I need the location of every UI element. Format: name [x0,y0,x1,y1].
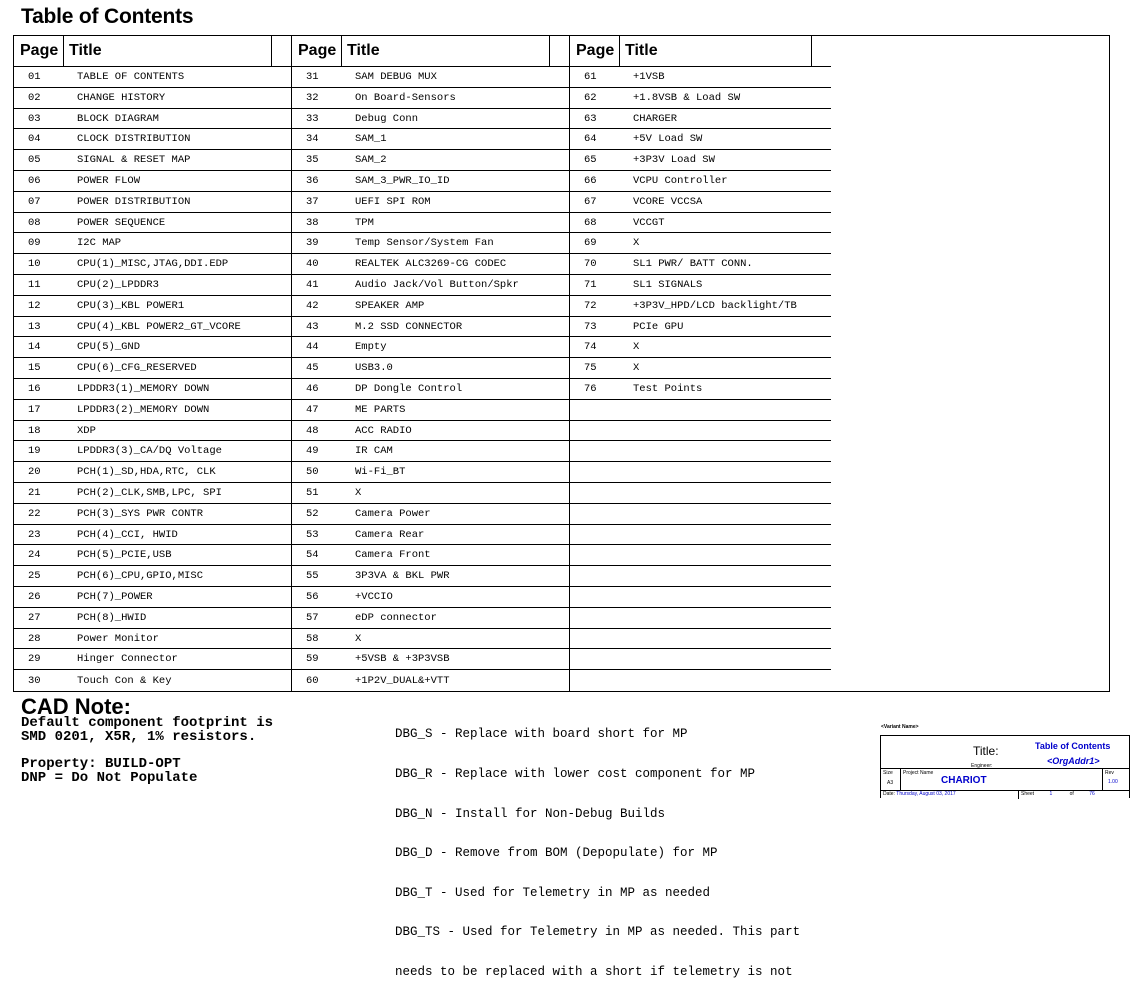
debug-note-line: DBG_D - Remove from BOM (Depopulate) for MP [395,846,718,861]
page-number: 39 [306,237,319,250]
page-number: 43 [306,320,319,333]
toc-row [14,358,291,379]
rev-value: 1.00 [1108,779,1118,785]
page-title-cell: PCH(4)_CCI, HWID [77,528,178,541]
date-label: Date: [883,791,895,797]
toc-column [292,36,570,691]
cad-note-line: Default component footprint is [21,715,274,731]
page-number: 28 [28,632,41,645]
toc-row [14,483,291,504]
page-title-cell: SIGNAL & RESET MAP [77,154,191,167]
page-title-cell: +5V Load SW [633,133,703,146]
toc-row [570,275,831,296]
page-number: 47 [306,403,319,416]
toc-table [13,35,1110,692]
page-number: 49 [306,445,319,458]
page-title-cell: +3P3V Load SW [633,154,715,167]
toc-row [292,462,569,483]
page-number: 44 [306,341,319,354]
page-title-cell: POWER DISTRIBUTION [77,195,191,208]
page-title-cell: ACC RADIO [355,424,412,437]
title-label: Title: [973,744,999,758]
toc-row [570,171,831,192]
page-number: 56 [306,590,319,603]
toc-row [14,608,291,629]
toc-row [14,296,291,317]
toc-row [14,129,291,150]
page-number: 61 [584,70,597,83]
page-number: 23 [28,528,41,541]
toc-row [14,629,291,650]
toc-row [570,129,831,150]
toc-row [570,587,831,608]
toc-row [570,254,831,275]
toc-row [292,233,569,254]
page-title-cell: PCH(3)_SYS PWR CONTR [77,507,204,520]
toc-column [570,36,831,691]
engineer-label: Engineer: [971,763,993,769]
page-number: 64 [584,133,597,146]
debug-notes [395,702,800,992]
page-number: 12 [28,299,41,312]
toc-row [292,88,569,109]
toc-row [14,109,291,130]
toc-row [570,379,831,400]
toc-row [570,649,831,670]
page-number: 63 [584,112,597,125]
page-number: 07 [28,195,41,208]
page-title-cell: +5VSB & +3P3VSB [355,653,450,666]
page-number: 37 [306,195,319,208]
sheet-label: Sheet [1021,791,1035,797]
cad-note-line: SMD 0201, X5R, 1% resistors. [21,729,257,745]
page-number: 10 [28,258,41,271]
cad-note-title: CAD Note: [21,694,131,719]
page-number: 54 [306,549,319,562]
toc-row [570,233,831,254]
toc-row [292,67,569,88]
toc-row [14,649,291,670]
size-value: A3 [887,780,894,786]
page-title-cell: LPDDR3(3)_CA/DQ Voltage [77,445,222,458]
toc-row [292,109,569,130]
toc-row [570,109,831,130]
toc-row [570,441,831,462]
toc-row [570,545,831,566]
header-title: Title [625,42,658,60]
page-number: 75 [584,362,597,375]
toc-row [14,400,291,421]
toc-row [14,421,291,442]
page-number: 55 [306,570,319,583]
toc-row [292,525,569,546]
page-title: Table of Contents [21,5,194,28]
page-title-cell: X [355,632,362,645]
size-label: Size [883,770,893,776]
toc-row [292,192,569,213]
toc-row [292,587,569,608]
page-title-cell: X [633,237,640,250]
toc-row [570,421,831,442]
toc-row [292,441,569,462]
page-number: 16 [28,382,41,395]
toc-row [292,545,569,566]
page-number: 26 [28,590,41,603]
toc-row [292,629,569,650]
page-number: 03 [28,112,41,125]
toc-column [14,36,292,691]
page-title-cell: CPU(3)_KBL POWER1 [77,299,185,312]
page-number: 33 [306,112,319,125]
toc-row [570,504,831,525]
page-title-cell: Camera Power [355,507,431,520]
page-number: 30 [28,674,41,687]
debug-note-line: needs to be replaced with a short if telemetry is not [395,965,793,980]
page-title-cell: CLOCK DISTRIBUTION [77,133,191,146]
page-title-cell: +3P3V_HPD/LCD backlight/TB [633,299,797,312]
toc-row [570,317,831,338]
page-number: 40 [306,258,319,271]
toc-header-row [570,36,831,67]
page-number: 22 [28,507,41,520]
page-title-cell: PCH(2)_CLK,SMB,LPC, SPI [77,486,222,499]
page-number: 60 [306,674,319,687]
page-title-cell: REALTEK ALC3269-CG CODEC [355,258,507,271]
header-title: Title [347,42,380,60]
page-title-cell: +VCCIO [355,590,393,603]
page-title-cell: X [633,362,640,375]
toc-row [570,670,831,691]
page-title-cell: +1.8VSB & Load SW [633,91,741,104]
of-label: of [1069,791,1074,797]
page-title-cell: LPDDR3(2)_MEMORY DOWN [77,403,210,416]
page-title-cell: PCH(1)_SD,HDA,RTC, CLK [77,466,216,479]
toc-row [292,213,569,234]
toc-row [292,483,569,504]
toc-row [14,67,291,88]
toc-row [292,337,569,358]
page-number: 20 [28,466,41,479]
toc-row [570,483,831,504]
page-title-cell: +1P2V_DUAL&+VTT [355,674,450,687]
title-value: Table of Contents [1035,741,1111,751]
page-number: 72 [584,299,597,312]
page-title-cell: 3P3VA & BKL PWR [355,570,450,583]
page-title-cell: POWER SEQUENCE [77,216,166,229]
page-title-cell: Hinger Connector [77,653,178,666]
page-title-cell: SAM_3_PWR_IO_ID [355,174,450,187]
page-number: 51 [306,486,319,499]
page-number: 68 [584,216,597,229]
page-title-cell: CPU(5)_GND [77,341,141,354]
page-number: 67 [584,195,597,208]
page-title-cell: VCPU Controller [633,174,728,187]
engineer-value: <OrgAddr1> [1047,756,1100,766]
rev-label: Rev [1105,770,1114,776]
page-title-cell: CHANGE HISTORY [77,91,166,104]
toc-row [570,67,831,88]
toc-row [14,441,291,462]
page-number: 57 [306,611,319,624]
page-number: 53 [306,528,319,541]
toc-row [292,670,569,691]
page-title-cell: LPDDR3(1)_MEMORY DOWN [77,382,210,395]
header-page: Page [292,36,342,66]
toc-row [292,296,569,317]
project-label: Project Name [903,770,934,776]
page-title-cell: CPU(2)_LPDDR3 [77,278,159,291]
page-number: 42 [306,299,319,312]
page-number: 73 [584,320,597,333]
page-number: 09 [28,237,41,250]
page-number: 38 [306,216,319,229]
header-separator [271,36,291,66]
page-number: 27 [28,611,41,624]
page-title-cell: SL1 PWR/ BATT CONN. [633,258,753,271]
page-number: 41 [306,278,319,291]
page-title-cell: I2C MAP [77,237,122,250]
page-title-cell: XDP [77,424,96,437]
toc-row [570,400,831,421]
toc-row [570,213,831,234]
toc-row [292,649,569,670]
page-number: 05 [28,154,41,167]
toc-row [292,400,569,421]
page-number: 08 [28,216,41,229]
toc-row [14,379,291,400]
debug-note-line: DBG_T - Used for Telemetry in MP as needed [395,885,711,900]
project-value: CHARIOT [941,775,987,786]
page-number: 62 [584,91,597,104]
page-title-cell: CPU(1)_MISC,JTAG,DDI.EDP [77,258,229,271]
toc-row [570,296,831,317]
header-page: Page [570,36,620,66]
toc-row [14,88,291,109]
page-number: 50 [306,466,319,479]
page-number: 04 [28,133,41,146]
toc-header-row [292,36,569,67]
page-title-cell: Empty [355,341,387,354]
title-block [880,735,1130,798]
toc-row [570,192,831,213]
debug-note-line: DBG_S - Replace with board short for MP [395,727,688,742]
page-title-cell: DP Dongle Control [355,382,463,395]
page-number: 35 [306,154,319,167]
toc-row [292,358,569,379]
toc-row [14,525,291,546]
toc-row [570,462,831,483]
page-title-cell: VCORE VCCSA [633,195,703,208]
page-number: 65 [584,154,597,167]
debug-note-line: DBG_N - Install for Non-Debug Builds [395,806,666,821]
page-title-cell: ME PARTS [355,403,406,416]
page-number: 29 [28,653,41,666]
toc-row [14,670,291,691]
toc-header-row [14,36,291,67]
of-value: 76 [1089,791,1095,797]
page-number: 31 [306,70,319,83]
page-title-cell: X [633,341,640,354]
toc-row [14,275,291,296]
page-title-cell: POWER FLOW [77,174,141,187]
header-separator [811,36,831,66]
toc-row [14,150,291,171]
toc-row [14,587,291,608]
toc-row [14,213,291,234]
page-title-cell: Camera Front [355,549,431,562]
toc-row [292,379,569,400]
toc-row [292,608,569,629]
page-title-cell: PCH(5)_PCIE,USB [77,549,172,562]
toc-row [14,337,291,358]
toc-row [570,358,831,379]
page-number: 48 [306,424,319,437]
page-title-cell: PCH(8)_HWID [77,611,147,624]
page-title-cell: PCH(6)_CPU,GPIO,MISC [77,570,204,583]
sheet-value: 1 [1049,791,1053,797]
page-number: 74 [584,341,597,354]
toc-row [292,150,569,171]
page-title-cell: Temp Sensor/System Fan [355,237,494,250]
debug-note-line: DBG_R - Replace with lower cost component for MP [395,767,756,782]
page-title-cell: USB3.0 [355,362,393,375]
page-number: 15 [28,362,41,375]
page-title-cell: TABLE OF CONTENTS [77,70,185,83]
page-number: 70 [584,258,597,271]
page-title-cell: TPM [355,216,374,229]
page-number: 52 [306,507,319,520]
toc-row [14,462,291,483]
toc-row [570,88,831,109]
page-title-cell: CHARGER [633,112,678,125]
page-number: 21 [28,486,41,499]
page-title-cell: Camera Rear [355,528,425,541]
page-number: 06 [28,174,41,187]
page-number: 13 [28,320,41,333]
page-title-cell: SL1 SIGNALS [633,278,703,291]
page-number: 69 [584,237,597,250]
page-title-cell: IR CAM [355,445,393,458]
page-title-cell: M.2 SSD CONNECTOR [355,320,463,333]
page-number: 02 [28,91,41,104]
page-number: 25 [28,570,41,583]
page-number: 18 [28,424,41,437]
page-title-cell: CPU(4)_KBL POWER2_GT_VCORE [77,320,241,333]
toc-row [570,337,831,358]
toc-row [570,525,831,546]
toc-row [570,608,831,629]
page-title-cell: Power Monitor [77,632,159,645]
toc-row [570,150,831,171]
page-number: 32 [306,91,319,104]
page-number: 34 [306,133,319,146]
toc-row [570,629,831,650]
page-title-cell: X [355,486,362,499]
toc-row [292,504,569,525]
page-number: 46 [306,382,319,395]
page-number: 17 [28,403,41,416]
page-title-cell: On Board-Sensors [355,91,456,104]
toc-row [14,254,291,275]
page-title-cell: +1VSB [633,70,665,83]
toc-row [14,192,291,213]
page-title-cell: Audio Jack/Vol Button/Spkr [355,278,519,291]
toc-row [292,317,569,338]
page-title-cell: SAM DEBUG MUX [355,70,437,83]
cad-note-dnp: DNP = Do Not Populate [21,770,198,786]
page-title-cell: Test Points [633,382,703,395]
toc-row [14,317,291,338]
page-title-cell: eDP connector [355,611,437,624]
page-title-cell: SAM_1 [355,133,387,146]
toc-row [292,254,569,275]
toc-row [292,421,569,442]
toc-row [570,566,831,587]
page-title-cell: VCCGT [633,216,665,229]
page-number: 45 [306,362,319,375]
toc-row [292,566,569,587]
toc-row [14,566,291,587]
page-number: 66 [584,174,597,187]
page-number: 11 [28,278,41,291]
page-title-cell: UEFI SPI ROM [355,195,431,208]
page-title-cell: Touch Con & Key [77,674,172,687]
page-number: 24 [28,549,41,562]
cad-note-property: Property: BUILD-OPT [21,756,181,772]
toc-row [14,545,291,566]
page-title-cell: BLOCK DIAGRAM [77,112,159,125]
toc-row [292,275,569,296]
page-number: 14 [28,341,41,354]
page-title-cell: SPEAKER AMP [355,299,425,312]
page-number: 58 [306,632,319,645]
page-title-cell: Wi-Fi_BT [355,466,406,479]
page-number: 36 [306,174,319,187]
date-value: Thursday, August 03, 2017 [896,791,956,797]
toc-row [14,233,291,254]
page-number: 71 [584,278,597,291]
header-title: Title [69,42,102,60]
toc-row [292,171,569,192]
header-separator [549,36,569,66]
page-number: 01 [28,70,41,83]
header-page: Page [14,36,64,66]
page-title-cell: CPU(6)_CFG_RESERVED [77,362,197,375]
page-title-cell: SAM_2 [355,154,387,167]
page-title-cell: PCH(7)_POWER [77,590,153,603]
page-number: 59 [306,653,319,666]
toc-row [14,171,291,192]
page-title-cell: PCIe GPU [633,320,684,333]
toc-row [14,504,291,525]
debug-note-line: DBG_TS - Used for Telemetry in MP as needed. This part [395,925,801,940]
page-number: 19 [28,445,41,458]
variant-name: <Variant Name> [881,724,919,730]
page-number: 76 [584,382,597,395]
page-title-cell: Debug Conn [355,112,419,125]
toc-row [292,129,569,150]
